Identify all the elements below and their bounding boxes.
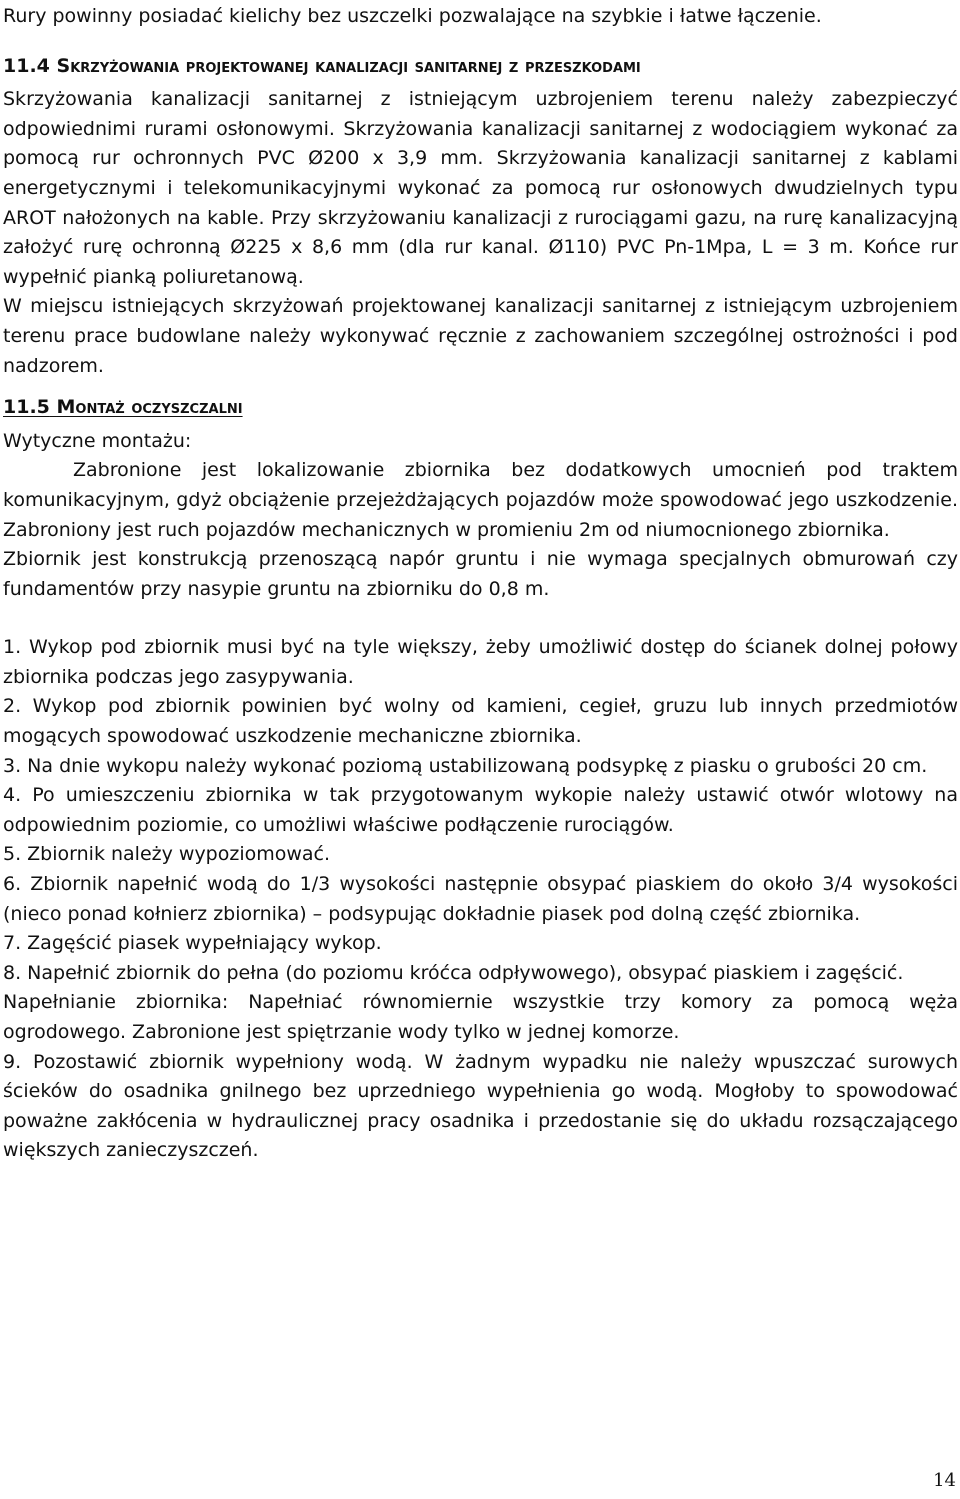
section-11-4-paragraph-2: W miejscu istniejących skrzyżowań projektowanej kanalizacji sanitarnej z istniejącym uzbrojeniem terenu prace budowlane należy wykonywać ręcznie z zachowaniem szczególnej ostrożności i pod nadzorem. [3,295,958,377]
guidelines-label: Wytyczne montażu: [3,429,192,452]
list-item: 5. Zbiornik należy wypoziomować. [3,843,331,866]
list-item: 8. Napełnić zbiornik do pełna (do poziomu króćca odpływowego), obsypać piaskiem i zagęścić. [3,961,904,984]
list-item: 2. Wykop pod zbiornik powinien być wolny od kamieni, cegieł, gruzu lub innych przedmiotów mogących spowodować uszkodzenie mechaniczne zbiornika. [3,695,958,748]
section-11-4-number: 11.4 [3,54,50,77]
section-11-5-paragraph-1: Zabronione jest lokalizowanie zbiornika bez dodatkowych umocnień pod traktem komunikacyjnym, gdyż obciążenie przejeżdżających pojazdów może spowodować jego uszkodzenie. Zabroniony jest ruch pojazdów mechanicznych w promieniu 2m od niumocnionego zbiornika. [3,459,958,541]
list-item: 4. Po umieszczeniu zbiornika w tak przygotowanym wykopie należy ustawić otwór wlotowy na odpowiednim poziomie, co umożliwi właściwe podłączenie rurociągów. [3,784,958,836]
document-page [3,2,958,1166]
intro-paragraph: Rury powinny posiadać kielichy bez uszczelki pozwalające na szybkie i łatwe łączenie. [3,5,822,27]
list-item: 6. Zbiornik napełnić wodą do 1/3 wysokości następnie obsypać piaskiem do około 3/4 wysokości (nieco ponad kołnierz zbiornika) – podsypując dokładnie piasek pod dolną część zbiornika. [3,873,958,925]
section-11-4-paragraph-1: Skrzyżowania kanalizacji sanitarnej z istniejącym uzbrojeniem terenu należy zabezpieczyć odpowiednimi rurami osłonowymi. Skrzyżowania kanalizacji sanitarnej z wodociągiem wykonać za pomocą rur ochronnych PVC Ø200 x 3,9 mm. Skrzyżowania kanalizacji sanitarnej z kablami energetycznymi i telekomunikacyjnymi wykonać za pomocą rur osłonowych dwudzielnych typu AROT nałożonych na kable. Przy skrzyżowaniu kanalizacji z rurociągami gazu, na rurę kanalizacyjną założyć rurę ochronną Ø225 x 8,6 mm (dla rur kanal. Ø110) PVC Pn-1Mpa, L = 3 m. Końce rur wypełnić pianką poliuretanową. [3,88,958,288]
list-item: 7. Zagęścić piasek wypełniający wykop. [3,932,382,955]
section-11-5-paragraph-2: Zbiornik jest konstrukcją przenoszącą napór gruntu i nie wymaga specjalnych obmurowań czy fundamentów przy nasypie gruntu na zbiorniku do 0,8 m. [3,548,958,600]
page-number: 14 [933,1470,956,1491]
section-11-5-number: 11.5 [3,396,50,419]
section-11-5-title: Montaż oczyszczalni [56,396,243,419]
list-item: 3. Na dnie wykopu należy wykonać poziomą ustabilizowaną podsypkę z piasku o grubości 20 cm. [3,754,928,777]
section-11-4-title: Skrzyżowania projektowanej kanalizacji sanitarnej z przeszkodami [56,54,641,77]
section-11-5-heading [3,393,958,423]
filling-note: Napełnianie zbiornika: Napełniać równomiernie wszystkie trzy komory za pomocą węża ogrodowego. Zabronione jest spiętrzanie wody tylko w jednej komorze. [3,991,958,1043]
section-11-4-heading [3,52,958,82]
installation-steps-list [3,633,958,1166]
list-item: 1. Wykop pod zbiornik musi być na tyle większy, żeby umożliwić dostęp do ścianek dolnej połowy zbiornika podczas jego zasypywania. [3,636,958,688]
list-item: 9. Pozostawić zbiornik wypełniony wodą. W żadnym wypadku nie należy wpuszczać surowych ścieków do osadnika gnilnego bez uprzedniego wypełnienia go wodą. Mogłoby to spowodować poważne zakłócenia w hydraulicznej pracy osadnika i przedostanie się do układu rozsączającego większych zanieczyszczeń. [3,1050,958,1162]
